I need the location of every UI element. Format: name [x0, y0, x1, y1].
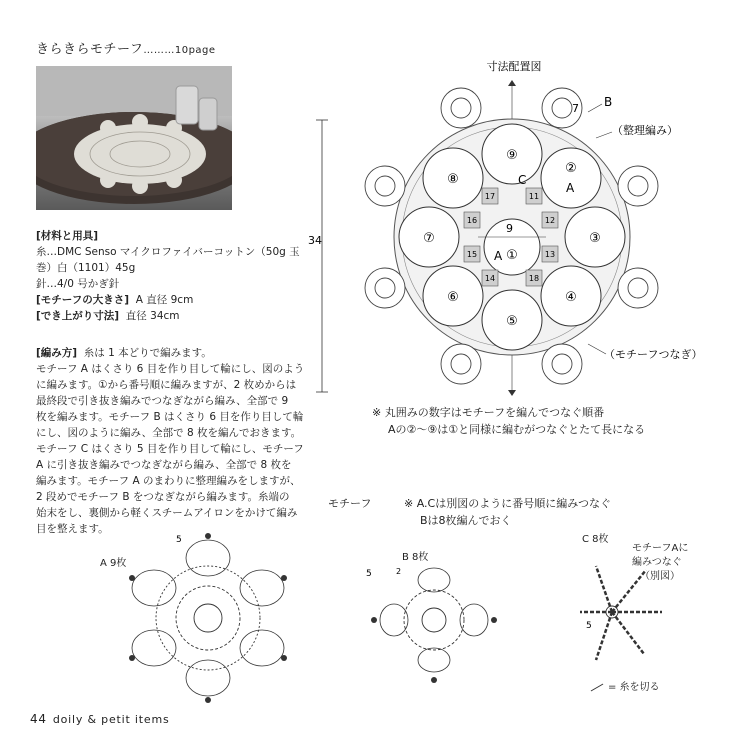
howto-section — [36, 345, 326, 537]
motif-a-center-ring — [194, 604, 222, 632]
callout-b-line — [588, 104, 602, 112]
b-motif — [365, 268, 405, 308]
label-a-center: A — [494, 249, 503, 263]
howto-line: 編みます。モチーフ A のまわりに整理編みをしますが、 — [36, 475, 301, 487]
join-number: 18 — [528, 274, 540, 283]
motif-b-chart — [362, 564, 506, 688]
page-footer — [30, 712, 170, 726]
label-9: 9 — [506, 222, 513, 235]
title-text: きらきらモチーフ — [36, 42, 144, 57]
howto-heading: [編み方] — [36, 347, 78, 359]
axis-arrow-top — [508, 80, 516, 86]
motif-number-1: ① — [506, 248, 518, 263]
finished-size-label: [でき上がり寸法] — [36, 310, 120, 322]
motif-c-callout-3: （別図） — [640, 571, 680, 582]
page-title — [36, 38, 216, 57]
yarn-line-2: 巻）白（1101）45g — [36, 262, 136, 274]
howto-heading-line — [36, 345, 326, 361]
motif-number-6: ⑥ — [447, 290, 459, 305]
motif-size-line — [36, 292, 326, 308]
motif-b-num5: 5 — [366, 569, 372, 579]
label-b: B — [604, 95, 613, 109]
b-motif — [441, 88, 481, 128]
howto-heading-note: 糸は 1 本どりで編みます。 — [83, 347, 212, 359]
motif-b-round-2 — [404, 590, 464, 650]
howto-line: モチーフ C はくさり 5 目を作り目して輪にし、モチーフ — [36, 443, 304, 455]
howto-line: 最終段で引き抜き編みでつなぎながら編み、全部で 9 — [36, 395, 289, 407]
motif-note-2: Bは8枚編んでおく — [420, 514, 512, 527]
motif-heading: モチーフ — [328, 497, 372, 510]
doily-photo — [36, 66, 232, 210]
doily-photo-illustration — [36, 66, 232, 210]
motif-a-round-3 — [156, 566, 260, 670]
motif-b-center-ring — [422, 608, 446, 632]
callout-join: （モチーフつなぎ） — [604, 348, 703, 361]
b-motif — [365, 166, 405, 206]
howto-line: 枚を編みます。モチーフ B はくさり 6 目を作り目して輪 — [36, 411, 304, 423]
series-name: doily & petit items — [52, 713, 170, 726]
finished-size-line — [36, 308, 326, 324]
motif-c-callout-1: モチーフAに — [632, 543, 689, 554]
join-number: 11 — [528, 192, 540, 201]
howto-line: 2 段めでモチーフ B をつなぎながら編みます。糸端の — [36, 491, 290, 503]
motif-b-num2: 2 — [396, 567, 402, 576]
join-number: 13 — [544, 250, 556, 259]
motif-notes — [404, 495, 611, 529]
motif-a-petals — [132, 540, 284, 696]
motif-a-picots — [129, 533, 287, 703]
motif-b-label: B 8枚 — [402, 552, 429, 563]
layout-note-1: ※ 丸囲みの数字はモチーフを編んでつなぐ順番 — [372, 406, 605, 419]
howto-line: A に引き抜き編みでつなぎながら編み、全部で 8 枚を — [36, 459, 292, 471]
motif-c-callout — [632, 542, 688, 584]
motif-a-label: A 9枚 — [100, 558, 127, 569]
b-motif — [618, 166, 658, 206]
motif-number-9: ⑨ — [506, 148, 518, 163]
motif-number-8: ⑧ — [447, 172, 459, 187]
join-number: 12 — [544, 216, 556, 225]
title-page-ref: ………10page — [143, 45, 216, 56]
motif-number-2: ② — [565, 161, 577, 176]
b-motif — [542, 344, 582, 384]
callout-border-line — [596, 132, 612, 138]
label-a-top: A — [566, 181, 575, 195]
axis-arrow-bottom — [508, 390, 516, 396]
motif-a-round-2 — [176, 586, 240, 650]
howto-line: モチーフ A はくさり 6 目を作り目して輪にし、図のよう — [36, 363, 305, 375]
motif-b-petals — [380, 568, 488, 672]
layout-notes — [372, 404, 645, 438]
layout-note-2: Aの②～⑨は①と同様に編むがつなぐとたて長になる — [388, 423, 646, 436]
join-number: 14 — [484, 274, 496, 283]
materials-section — [36, 228, 326, 324]
join-number: 16 — [466, 216, 478, 225]
howto-line: に編みます。①から番号順に編みますが、2 枚めからは — [36, 379, 297, 391]
howto-line: 始末をし、裏側から軽くスチームアイロンをかけて編み — [36, 507, 298, 519]
motif-number-4: ④ — [565, 290, 577, 305]
page-number: 44 — [30, 712, 47, 726]
label-c: C — [518, 173, 527, 187]
motif-c-label: C 8枚 — [582, 534, 609, 545]
callout-border: （整理編み） — [612, 124, 678, 137]
motif-a-chart — [112, 530, 308, 706]
motif-c-callout-2: 編みつなぐ — [632, 557, 682, 568]
finished-size-value: 直径 34cm — [125, 310, 180, 322]
a-motif-2 — [541, 148, 601, 208]
b-motif — [618, 268, 658, 308]
motif-number-5: ⑤ — [506, 314, 518, 329]
motif-number-3: ③ — [589, 231, 601, 246]
needle-line: 針…4/0 号かぎ針 — [36, 278, 120, 290]
yarn-line-1: 糸…DMC Senso マイクロファイバーコットン（50g 玉 — [36, 246, 300, 258]
layout-diagram-title: 寸法配置図 — [486, 60, 542, 73]
motif-size-value: A 直径 9cm — [135, 294, 194, 306]
howto-line: 目を整えます。 — [36, 523, 109, 535]
cut-icon — [591, 683, 604, 691]
materials-heading: [材料と用具] — [36, 230, 99, 242]
b-motif — [441, 344, 481, 384]
label-7-small: 7 — [572, 102, 579, 115]
motif-c-num5: 5 — [586, 621, 592, 631]
join-number: 15 — [466, 250, 478, 259]
dimension-label: 34 — [308, 234, 322, 247]
cut-legend — [590, 678, 660, 693]
motif-size-label: [モチーフの大きさ] — [36, 294, 130, 306]
motif-note-1: ※ A.Cは別図のように番号順に編みつなぐ — [404, 497, 612, 510]
motif-number-7: ⑦ — [423, 231, 435, 246]
howto-line: にし、図のように編み、全部で 8 枚を編んでおきます。 — [36, 427, 302, 439]
join-number: 17 — [484, 192, 496, 201]
motif-a-num5: 5 — [176, 535, 182, 545]
cut-legend-text: = 糸を切る — [608, 682, 660, 693]
